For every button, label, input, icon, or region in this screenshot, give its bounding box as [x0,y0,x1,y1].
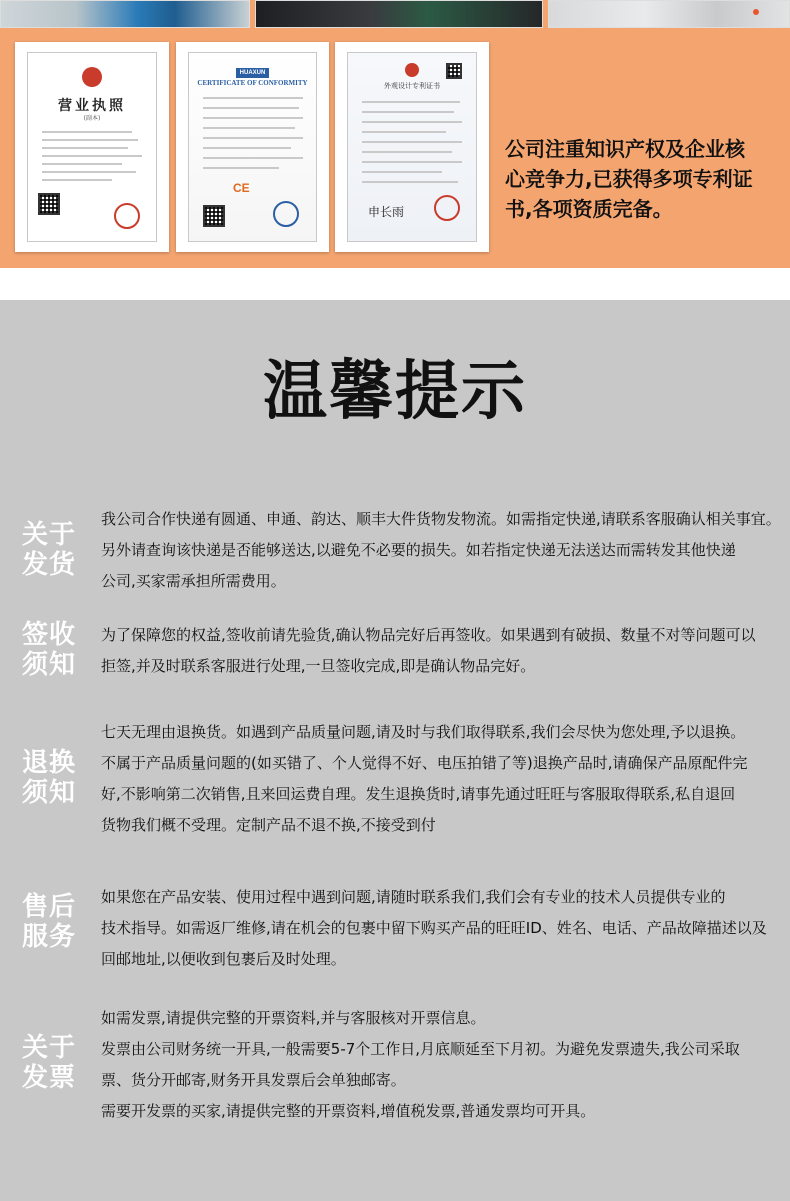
red-seal-icon [434,195,460,221]
patent-title: 外观设计专利证书 [384,82,440,90]
license-title: 营业执照 [58,98,126,114]
blue-seal-icon [273,201,299,227]
product-photo [255,0,543,28]
notice-item-text: 七天无理由退换货。如遇到产品质量问题,请及时与我们取得联系,我们会尽快为您处理,予以退换。 不属于产品质量问题的(如买错了、个人觉得不好、电压拍错了等)退换产品时,请确保产品原配件完 好,不影响第二次销售,且来回运费自理。发生退换货时,请事先通过旺旺与客服取得联系,私自退回 货物我们概不受理。定制产品不退不换,不接受到付 [101,723,748,834]
notice-item-text: 如需发票,请提供完整的开票资料,并与客服核对开票信息。 发票由公司财务统一开具,一般需要5-7个工作日,月底顺延至下月初。为避免发票遗失,我公司采取 票、货分开邮寄,财务开具发票后会单独邮寄。 需要开发票的买家,请提供完整的开票资料,增值税发票,普通发票均可开具。 [101,1009,740,1120]
notice-item-text: 我公司合作快递有圆通、申通、韵达、顺丰大件货物发物流。如需指定快递,请联系客服确认相关事宜。 另外请查询该快递是否能够送达,以避免不必要的损失。如若指定快递无法送达而需转发其他快递 公司,买家需承担所需费用。 [101,510,781,590]
notice-section [0,300,790,1201]
business-license-certificate [15,42,169,252]
director-signature: 申长雨 [368,205,405,219]
qr-code-icon [446,63,462,79]
notice-item-text: 如果您在产品安装、使用过程中遇到问题,请随时联系我们,我们会有专业的技术人员提供专业的 技术指导。如需返厂维修,请在机会的包裹中留下购买产品的旺旺ID、姓名、电话、产品故障描述以及 回邮地址,以便收到包裹后及时处理。 [101,888,767,968]
notice-item-label: 关于 发票 [22,1033,77,1093]
certificate-banner [0,32,790,268]
red-seal-icon [114,203,140,229]
qr-code-icon [203,205,225,227]
qr-code-icon [38,193,60,215]
certifier-logo: HUAXUN [236,68,270,78]
patent-emblem-icon [405,63,419,77]
notice-item-label: 退换 须知 [22,748,77,808]
ce-mark-icon: CE [233,181,250,195]
certificate-statement: 公司注重知识产权及企业核 心竞争力,已获得多项专利证 书,各项资质完备。 [505,137,753,221]
ce-certificate [176,42,329,252]
factory-photo [0,0,250,28]
notice-item-label: 签收 须知 [22,620,77,680]
ce-certificate-title: CERTIFICATE OF CONFORMITY [197,79,308,87]
notice-item-text: 为了保障您的权益,签收前请先验货,确认物品完好后再签收。如果遇到有破损、数量不对等问题可以 拒签,并及时联系客服进行处理,一旦签收完成,即是确认物品完好。 [101,626,756,675]
notice-item-label: 售后 服务 [22,892,77,952]
national-emblem-icon [82,67,102,87]
warehouse-photo [548,0,790,28]
license-subtitle: (副本) [83,115,101,122]
notice-item-label: 关于 发货 [22,520,77,580]
notice-title: 温馨提示 [263,355,527,429]
design-patent-certificate [335,42,489,252]
photo-strip [0,0,790,32]
